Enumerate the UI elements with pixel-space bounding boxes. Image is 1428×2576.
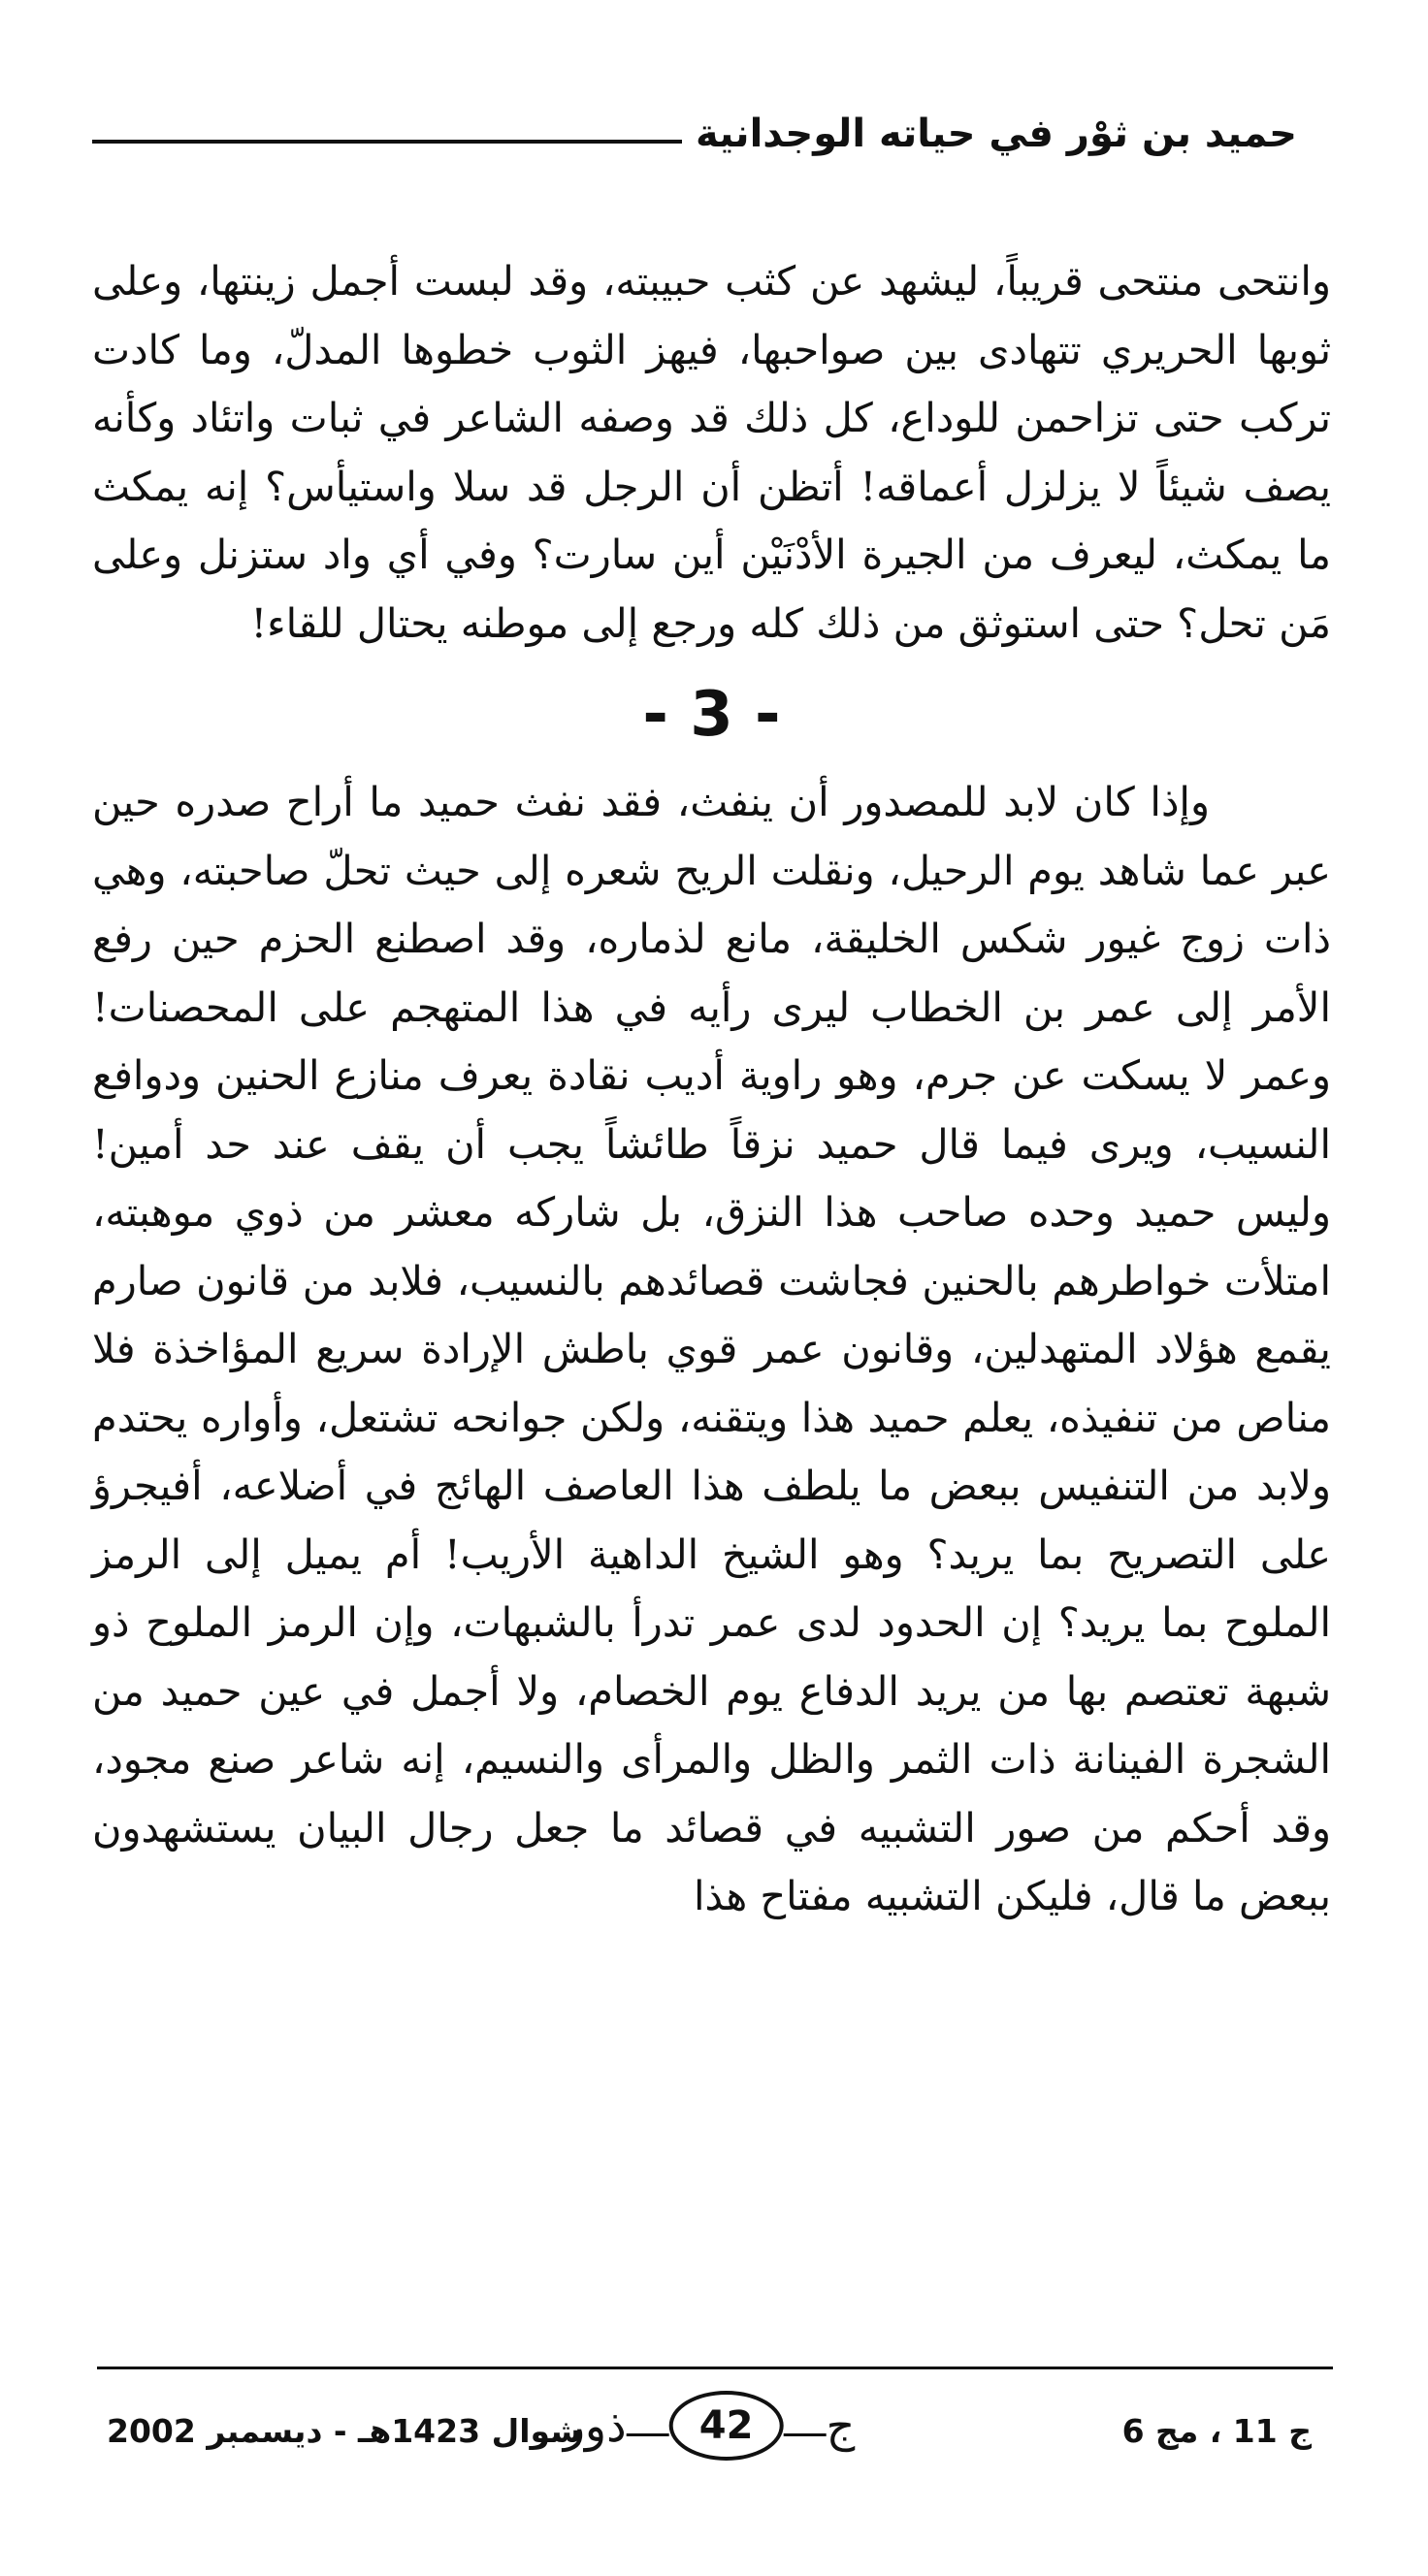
paragraph-2: وإذا كان لابد للمصدور أن ينفث، فقد نفث حميد ما أراح صدره حين عبر عما شاهد يوم الرحيل، ونقلت الريح شعره إلى حيث تحلّ صاحبته، وهي ذات زوج غيور شكس الخليقة، مانع لذماره، وقد اصطنع الحزم حين رفع الأمر إلى عمر بن الخطاب ليرى رأيه في هذا المتهجم على المحصنات! وعمر لا يسكت عن جرم، وهو راوية أديب نقادة يعرف منازع الحنين ودوافع النسيب، ويرى فيما قال حميد نزقاً طائشاً يجب أن يقف عند حد أمين! وليس حميد وحده صاحب هذا النزق، بل شاركه معشر من ذوي موهبته، امتلأت خواطرهم بالحنين فجاشت قصائدهم بالنسيب، فلابد من قانون صارم يقمع هؤلاد المتهدلين، وقانون عمر قوي باطش الإرادة سريع المؤاخذة فلا مناص من تنفيذه، يعلم حميد هذا ويتقنه، ولكن جوانحه تشتعل، وأواره يحتدم ولابد من التنفيس ببعض ما يلطف هذا العاصف الهائج في أضلاعه، أفيجرؤ على التصريح بما يريد؟ وهو الشيخ الداهية الأريب! أم يميل إلى الرمز الملوح بما يريد؟ إن الحدود لدى عمر تدرأ بالشبهات، وإن الرمز الملوح ذو شبهة تعتصم بها من يريد الدفاع يوم الخصام، ولا أجمل في عين حميد من الشجرة الفينانة ذات الثمر والظل والمرأى والنسيم، إنه شاعر صنع مجود، وقد أحكم من صور التشبيه في قصائد ما جعل رجال البيان يستشهدون ببعض ما قال، فليكن التشبيه مفتاح هذا bbox=[92, 778, 1331, 1919]
journal-name-right: ذور bbox=[563, 2399, 627, 2452]
footer-rule bbox=[97, 2367, 1333, 2369]
page-number: 42 bbox=[669, 2391, 784, 2461]
journal-line-left bbox=[627, 2433, 669, 2436]
page-footer bbox=[107, 2391, 1312, 2478]
journal-line-right bbox=[784, 2433, 827, 2436]
journal-mark bbox=[564, 2391, 856, 2461]
paragraph-1: وانتحى منتحى قريباً، ليشهد عن كثب حبيبته، وقد لبست أجمل زينتها، وعلى ثوبها الحريري تتهادى بين صواحبها، فيهز الثوب خطوها المدلّ، وما كادت تركب حتى تزاحمن للوداع، كل ذلك قد وصفه الشاعر في ثبات واتئاد وكأنه يصف شيئاً لا يزلزل أعماقه! أتظن أن الرجل قد سلا واستيأس؟ إنه يمكث ما يمكث، ليعرف من الجيرة الأدْنَيْن أين سارت؟ وفي أي واد ستزنل وعلى مَن تحل؟ حتى استوثق من ذلك كله ورجع إلى موطنه يحتال للقاء! bbox=[92, 257, 1331, 647]
article-body bbox=[92, 247, 1331, 1931]
journal-name-left: ج bbox=[826, 2399, 856, 2452]
section-number: - 3 - bbox=[642, 679, 781, 751]
issue-date: شوال 1423هـ - ديسمبر 2002 bbox=[107, 2412, 582, 2450]
running-title: حميد بن ثوْر في حياته الوجدانية bbox=[695, 112, 1297, 156]
header-rule bbox=[92, 140, 682, 144]
issue-volume: ج 11 ، مج 6 bbox=[1121, 2412, 1312, 2450]
running-header bbox=[92, 112, 1297, 156]
